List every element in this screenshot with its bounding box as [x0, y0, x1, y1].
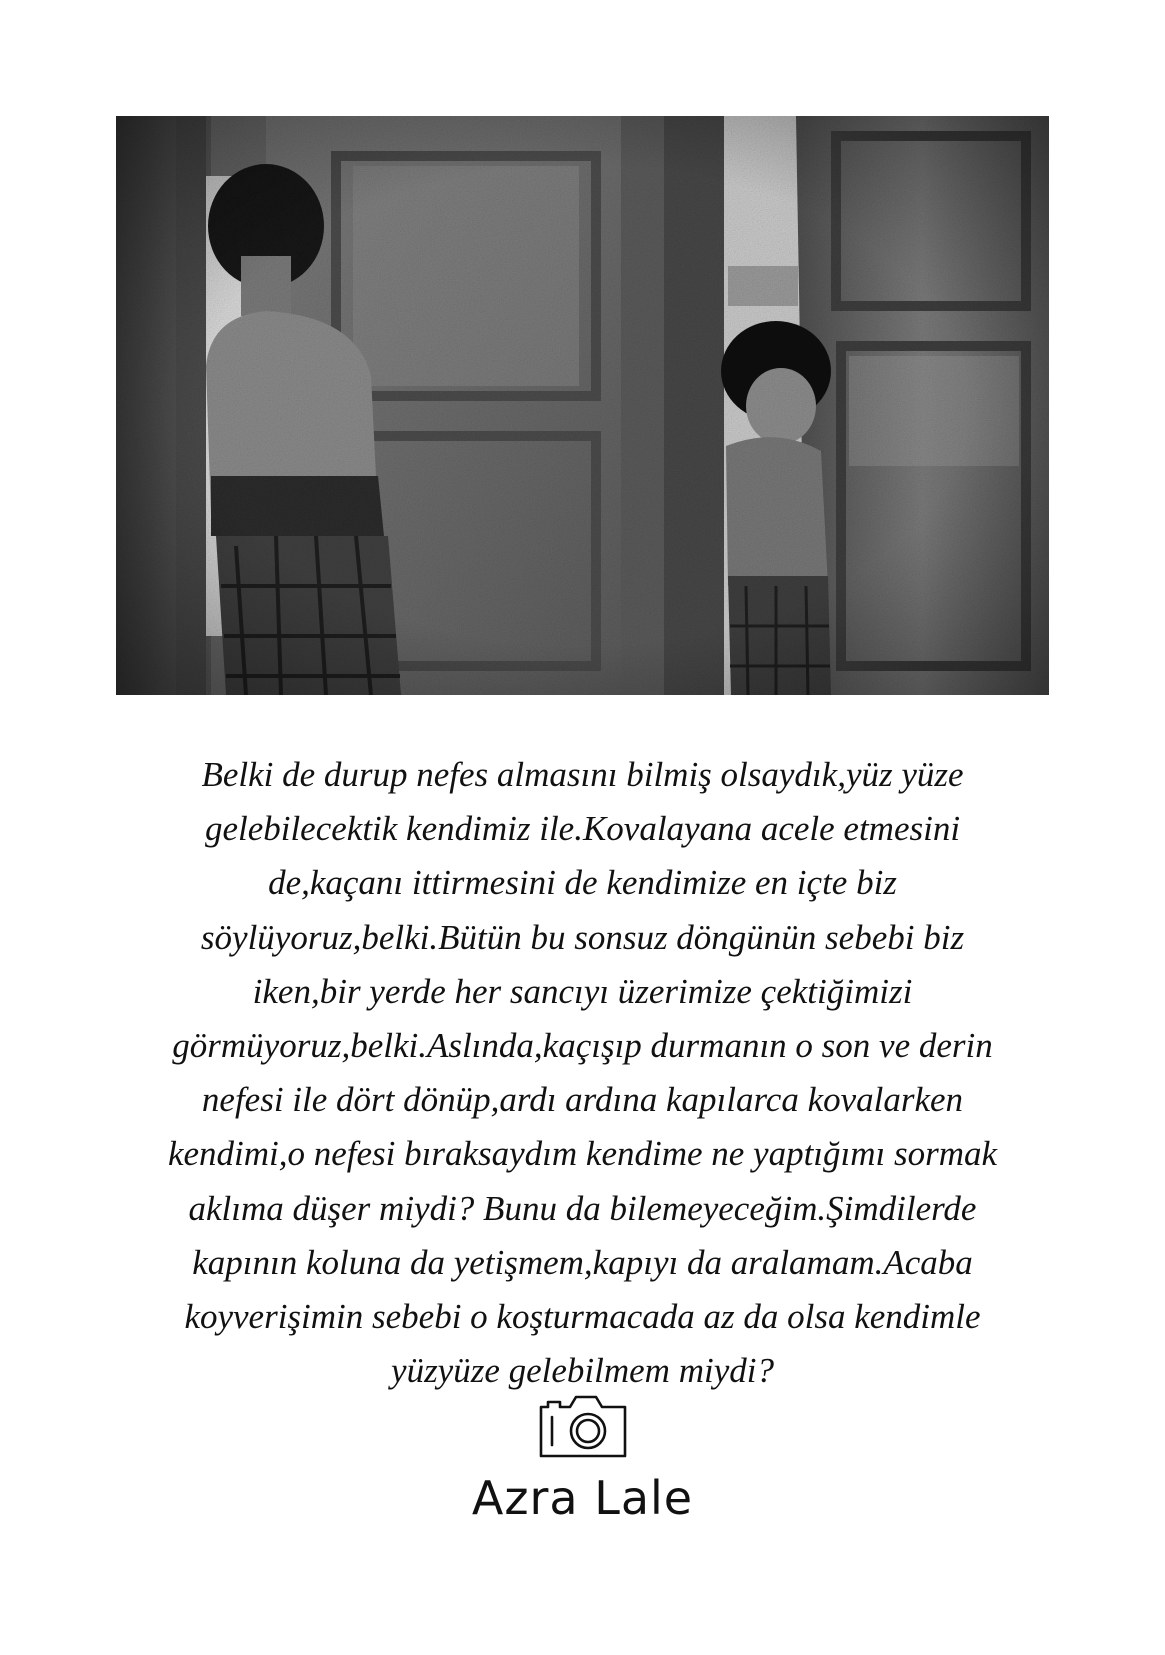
poem-text [110, 748, 1055, 1398]
poem-line: nefesi ile dört dönüp,ardı ardına kapılarca kovalarken [201, 1080, 964, 1120]
poem-line: de,kaçanı ittirmesini de kendimize en içte biz [268, 863, 897, 903]
poem-line: Belki de durup nefes almasını bilmiş olsaydık,yüz yüze [201, 755, 964, 794]
hero-photo [116, 116, 1049, 695]
poem-line: görmüyoruz,belki.Aslında,kaçışıp durmanın o son ve derin [172, 1026, 993, 1066]
poem-line: kendimi,o nefesi bıraksaydım kendime ne yaptığımı sormak [167, 1134, 998, 1174]
poem-line: söylüyoruz,belki.Bütün bu sonsuz döngünün sebebi biz [200, 917, 965, 957]
author-name: Azra Lale [471, 1471, 694, 1525]
signature [0, 1393, 1165, 1524]
poem-line: yüzyüze gelebilmem miydi? [391, 1351, 774, 1391]
poem-line: aklıma düşer miydi? Bunu da bilemeyeceğim.Şimdilerde [188, 1188, 977, 1228]
poem-line: gelebilecektik kendimiz ile.Kovalayana acele etmesini [204, 809, 961, 849]
poem-line: koyverişimin sebebi o koşturmacada az da olsa kendimle [184, 1297, 981, 1337]
doorway-photo-illustration [116, 116, 1049, 695]
camera-icon [538, 1393, 628, 1459]
poem-line: iken,bir yerde her sancıyı üzerimize çektiğimizi [252, 971, 913, 1011]
poem-line: kapının koluna da yetişmem,kapıyı da aralamam.Acaba [192, 1242, 973, 1282]
